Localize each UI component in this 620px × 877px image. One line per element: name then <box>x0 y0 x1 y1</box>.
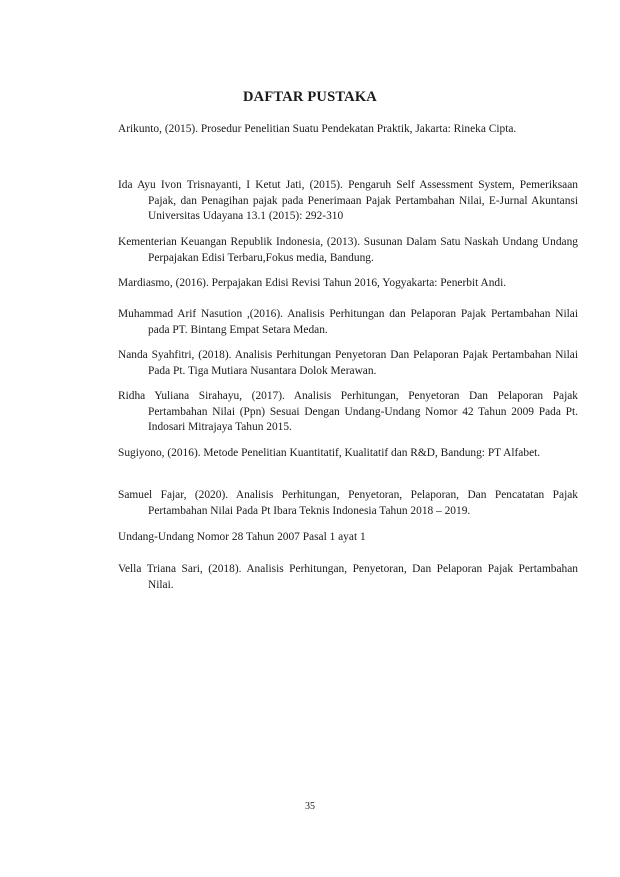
reference-item: Mardiasmo, (2016). Perpajakan Edisi Revisi Tahun 2016, Yogyakarta: Penerbit Andi. <box>118 277 507 289</box>
reference-item: Muhammad Arif Nasution ,(2016). Analisis Perhitungan dan Pelaporan Pajak Pertambahan Nilai pada PT. Bintang Empat Setara Medan. <box>118 308 578 336</box>
reference-item: Arikunto, (2015). Prosedur Penelitian Suatu Pendekatan Praktik, Jakarta: Rineka Cipta. <box>118 123 517 135</box>
reference-item: Nanda Syahfitri, (2018). Analisis Perhitungan Penyetoran Dan Pelaporan Pajak Pertambahan Nilai Pada Pt. Tiga Mutiara Nusantara Dolok Merawan. <box>118 349 578 377</box>
reference-item: Ridha Yuliana Sirahayu, (2017). Analisis Perhitungan, Penyetoran Dan Pelaporan Pajak Pertambahan Nilai (Ppn) Sesuai Dengan Undang-Undang Nomor 42 Tahun 2009 Pada Pt. Indosari Mitrajaya Tahun 2015. <box>118 390 578 433</box>
reference-item: Vella Triana Sari, (2018). Analisis Perhitungan, Penyetoran, Dan Pelaporan Pajak Pertambahan Nilai. <box>118 563 578 591</box>
reference-item: Sugiyono, (2016). Metode Penelitian Kuantitatif, Kualitatif dan R&D, Bandung: PT Alfabet. <box>118 447 541 459</box>
reference-item: Undang-Undang Nomor 28 Tahun 2007 Pasal 1 ayat 1 <box>118 531 366 543</box>
reference-item: Kementerian Keuangan Republik Indonesia, (2013). Susunan Dalam Satu Naskah Undang Undang Perpajakan Edisi Terbaru,Fokus media, Bandung. <box>118 236 578 264</box>
reference-item: Ida Ayu Ivon Trisnayanti, I Ketut Jati, (2015). Pengaruh Self Assessment System, Pemeriksaan Pajak, dan Penagihan pajak pada Penerimaan Pajak Pertambahan Nilai, E-Jurnal Akuntansi Universitas Udayana 13.1 (2015): 292-310 <box>118 179 578 222</box>
page-title: DAFTAR PUSTAKA <box>243 89 377 105</box>
reference-item: Samuel Fajar, (2020). Analisis Perhitungan, Penyetoran, Pelaporan, Dan Pencatatan Pajak Pertambahan Nilai Pada Pt Ibara Teknis Indonesia Tahun 2018 – 2019. <box>118 489 578 517</box>
page-number: 35 <box>305 801 315 812</box>
